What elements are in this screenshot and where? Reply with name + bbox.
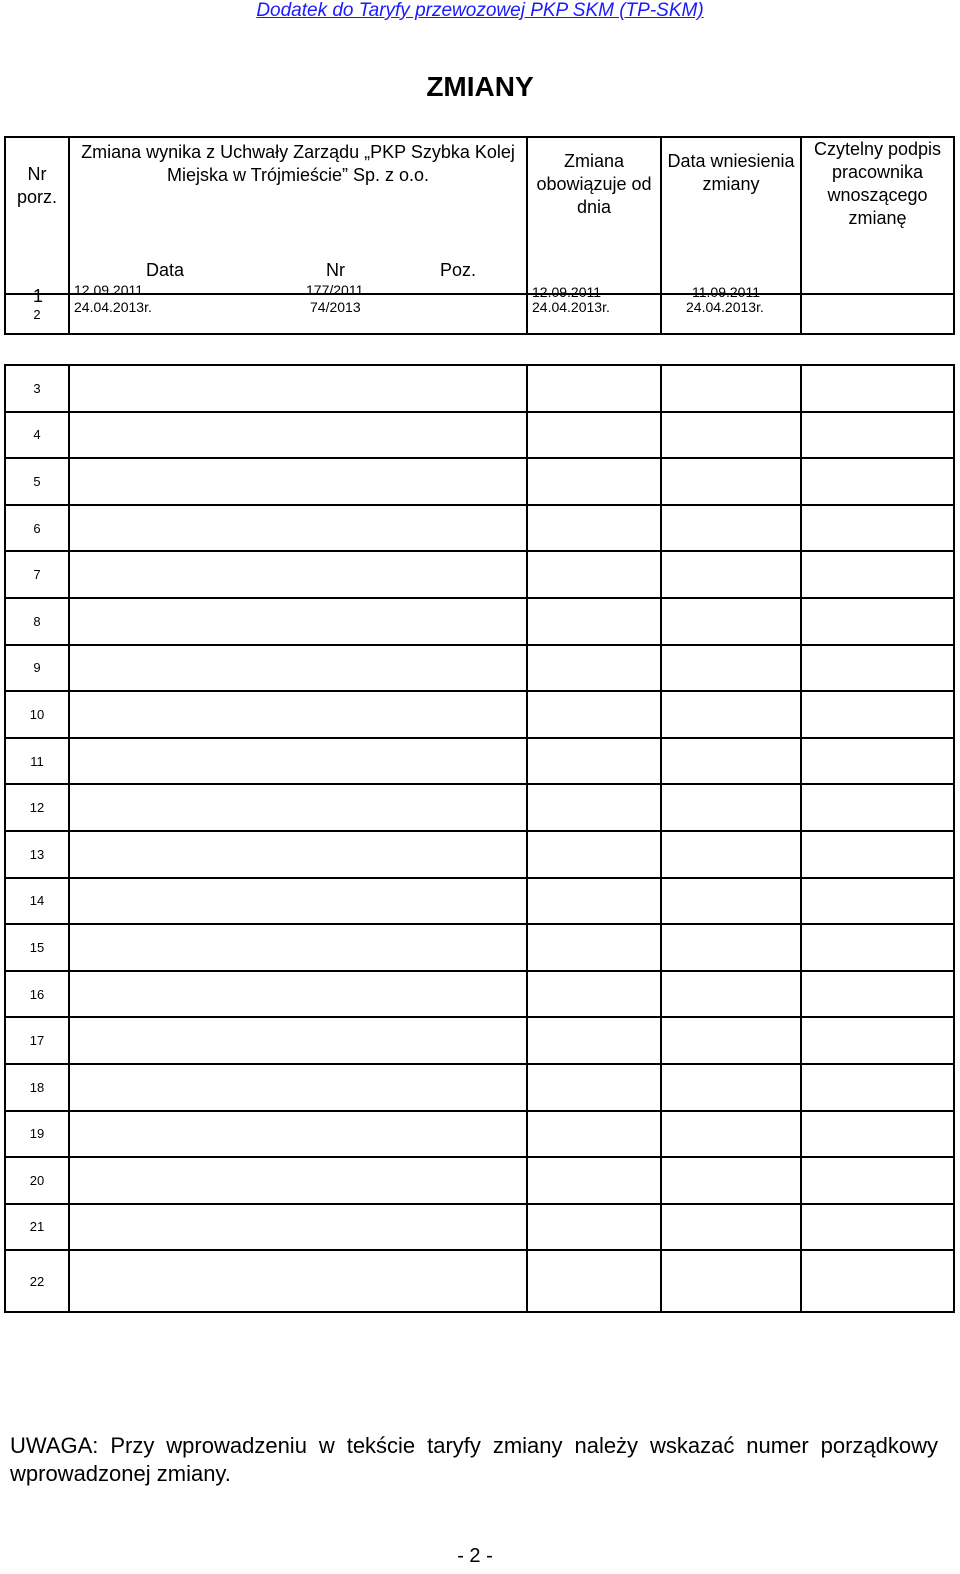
row-number: 22 <box>5 1250 69 1312</box>
row-effective-cell <box>527 1017 661 1064</box>
row-signature-cell <box>801 1064 954 1111</box>
page-title: ZMIANY <box>426 71 534 102</box>
row-entry-cell <box>661 971 801 1018</box>
row-signature-cell <box>801 1017 954 1064</box>
row-effective-cell <box>527 971 661 1018</box>
table-row <box>5 971 954 1018</box>
row-2-signature <box>801 294 954 334</box>
row-number: 12 <box>5 784 69 831</box>
row-signature-cell <box>801 784 954 831</box>
row-desc-cell <box>69 971 527 1018</box>
table-row <box>5 784 954 831</box>
page-number: - 2 - <box>457 1545 493 1567</box>
row-signature-cell <box>801 878 954 925</box>
row-signature-cell <box>801 458 954 505</box>
row-desc-cell <box>69 1204 527 1251</box>
row-1-uchwala: 177/2011 <box>306 282 364 298</box>
note-text: UWAGA: Przy wprowadzeniu w tekście taryfy zmiany należy wskazać numer porządkowy wprowadzonej zmiany. <box>10 1433 938 1486</box>
row-2-data: 24.04.2013r. <box>74 299 152 315</box>
row-desc-cell <box>69 831 527 878</box>
row-signature-cell <box>801 738 954 785</box>
col-nr-header: Nr porz. <box>16 164 58 207</box>
row-signature-cell <box>801 505 954 552</box>
row-number: 17 <box>5 1017 69 1064</box>
row-effective-cell <box>527 598 661 645</box>
row-effective-cell <box>527 1111 661 1158</box>
table-row <box>5 924 954 971</box>
changes-table-empty-rows <box>4 364 955 1313</box>
row-desc-cell <box>69 551 527 598</box>
row-number: 8 <box>5 598 69 645</box>
nr-header-cell <box>5 137 69 306</box>
table-row <box>5 1064 954 1111</box>
row-signature-cell <box>801 691 954 738</box>
row-effective-cell <box>527 924 661 971</box>
table-row <box>5 831 954 878</box>
row-signature-cell <box>801 551 954 598</box>
table-row <box>5 1017 954 1064</box>
row-number: 3 <box>5 365 69 412</box>
row-effective-cell <box>527 645 661 692</box>
row-entry-cell <box>661 598 801 645</box>
row-2-entry-cell <box>661 294 801 334</box>
row-effective-cell <box>527 505 661 552</box>
row-number: 13 <box>5 831 69 878</box>
desc-header-cell <box>69 137 527 298</box>
row-number: 14 <box>5 878 69 925</box>
row-signature-cell <box>801 971 954 1018</box>
row-effective-cell <box>527 691 661 738</box>
effective-header-cell <box>527 137 661 300</box>
table-row <box>5 294 954 334</box>
row-signature-cell <box>801 1157 954 1204</box>
row-entry-cell <box>661 645 801 692</box>
row-1-data: 12.09.2011 <box>74 282 144 298</box>
row-2-effective-cell <box>527 294 661 334</box>
row-entry-cell <box>661 1064 801 1111</box>
row-signature-cell <box>801 1204 954 1251</box>
table-row <box>5 458 954 505</box>
table-row <box>5 738 954 785</box>
row-entry-cell <box>661 1017 801 1064</box>
row-2-desc-cell <box>69 294 527 334</box>
row-signature-cell <box>801 598 954 645</box>
row-number: 5 <box>5 458 69 505</box>
row-signature-cell <box>801 365 954 412</box>
row-number: 19 <box>5 1111 69 1158</box>
row-desc-cell <box>69 412 527 459</box>
row-signature-cell <box>801 1250 954 1312</box>
row-entry-cell <box>661 365 801 412</box>
table-row <box>5 1157 954 1204</box>
row-number: 9 <box>5 645 69 692</box>
row-desc-cell <box>69 1017 527 1064</box>
row-number: 18 <box>5 1064 69 1111</box>
row-entry-cell <box>661 878 801 925</box>
row-effective-cell <box>527 784 661 831</box>
row-desc-cell <box>69 1064 527 1111</box>
row-desc-cell <box>69 1250 527 1312</box>
row-desc-cell <box>69 365 527 412</box>
row-desc-cell <box>69 598 527 645</box>
row-entry-cell <box>661 1250 801 1312</box>
row-1-entry: 11.09.2011 <box>692 284 760 300</box>
row-number: 10 <box>5 691 69 738</box>
row-entry-cell <box>661 784 801 831</box>
row-entry-cell <box>661 1157 801 1204</box>
col-effective-header: Zmiana obowiązuje od dnia <box>536 151 652 217</box>
row-effective-cell <box>527 412 661 459</box>
table-row <box>5 1111 954 1158</box>
row-signature-cell <box>801 924 954 971</box>
row-desc-cell <box>69 924 527 971</box>
table-row <box>5 598 954 645</box>
document-header: Dodatek do Taryfy przewozowej PKP SKM (TP-SKM) <box>256 0 704 21</box>
table-row <box>5 551 954 598</box>
row-number: 20 <box>5 1157 69 1204</box>
row-signature-cell <box>801 412 954 459</box>
row-effective-cell <box>527 1204 661 1251</box>
sub-header-poz: Poz. <box>440 260 477 280</box>
sub-header-data: Data <box>146 260 185 280</box>
row-desc-cell <box>69 691 527 738</box>
row-entry-cell <box>661 505 801 552</box>
row-desc-cell <box>69 1157 527 1204</box>
row-number: 21 <box>5 1204 69 1251</box>
table-row <box>5 878 954 925</box>
row-2-nr: 2 <box>5 294 69 334</box>
table-row <box>5 1250 954 1312</box>
table-row <box>5 505 954 552</box>
table-header-row <box>5 137 954 294</box>
row-effective-cell <box>527 1157 661 1204</box>
row-effective-cell <box>527 458 661 505</box>
row-desc-cell <box>69 784 527 831</box>
changes-table <box>4 136 955 335</box>
row-desc-cell <box>69 505 527 552</box>
row-number: 11 <box>5 738 69 785</box>
table-row <box>5 645 954 692</box>
row-effective-cell <box>527 831 661 878</box>
row-desc-cell <box>69 738 527 785</box>
row-number: 16 <box>5 971 69 1018</box>
row-entry-cell <box>661 1204 801 1251</box>
table-row <box>5 691 954 738</box>
row-desc-cell <box>69 878 527 925</box>
row-entry-cell <box>661 691 801 738</box>
sub-header-nr: Nr <box>326 260 345 280</box>
row-effective-cell <box>527 1064 661 1111</box>
row-entry-cell <box>661 738 801 785</box>
row-signature-cell <box>801 1111 954 1158</box>
row-entry-cell <box>661 551 801 598</box>
row-effective-cell <box>527 1250 661 1312</box>
row-number: 7 <box>5 551 69 598</box>
row-entry-cell <box>661 831 801 878</box>
row-desc-cell <box>69 458 527 505</box>
row-signature-cell <box>801 645 954 692</box>
table-row <box>5 365 954 412</box>
col-entry-header: Data wniesienia zmiany <box>667 151 795 194</box>
row-2-entry: 24.04.2013r. <box>686 299 764 315</box>
row-effective-cell <box>527 551 661 598</box>
table-row <box>5 412 954 459</box>
row-entry-cell <box>661 1111 801 1158</box>
col-signature-header: Czytelny podpis pracownika wnoszącego zmianę <box>813 139 942 228</box>
row-2-uchwala: 74/2013 <box>310 299 361 315</box>
row-number: 15 <box>5 924 69 971</box>
row-entry-cell <box>661 458 801 505</box>
row-number: 6 <box>5 505 69 552</box>
col-desc-header: Zmiana wynika z Uchwały Zarządu „PKP Szybka Kolej Miejska w Trójmieście” Sp. z o.o. <box>81 142 515 185</box>
row-number: 4 <box>5 412 69 459</box>
row-desc-cell <box>69 1111 527 1158</box>
row-1-nr: 1 <box>33 286 44 306</box>
row-effective-cell <box>527 365 661 412</box>
entry-header-cell <box>661 137 801 300</box>
table-row <box>5 1204 954 1251</box>
row-2-effective: 24.04.2013r. <box>532 299 610 315</box>
signature-header-cell <box>801 137 954 294</box>
row-desc-cell <box>69 645 527 692</box>
row-effective-cell <box>527 738 661 785</box>
row-effective-cell <box>527 878 661 925</box>
row-signature-cell <box>801 831 954 878</box>
row-1-effective: 12.09.2011 <box>532 284 602 300</box>
row-entry-cell <box>661 924 801 971</box>
row-entry-cell <box>661 412 801 459</box>
